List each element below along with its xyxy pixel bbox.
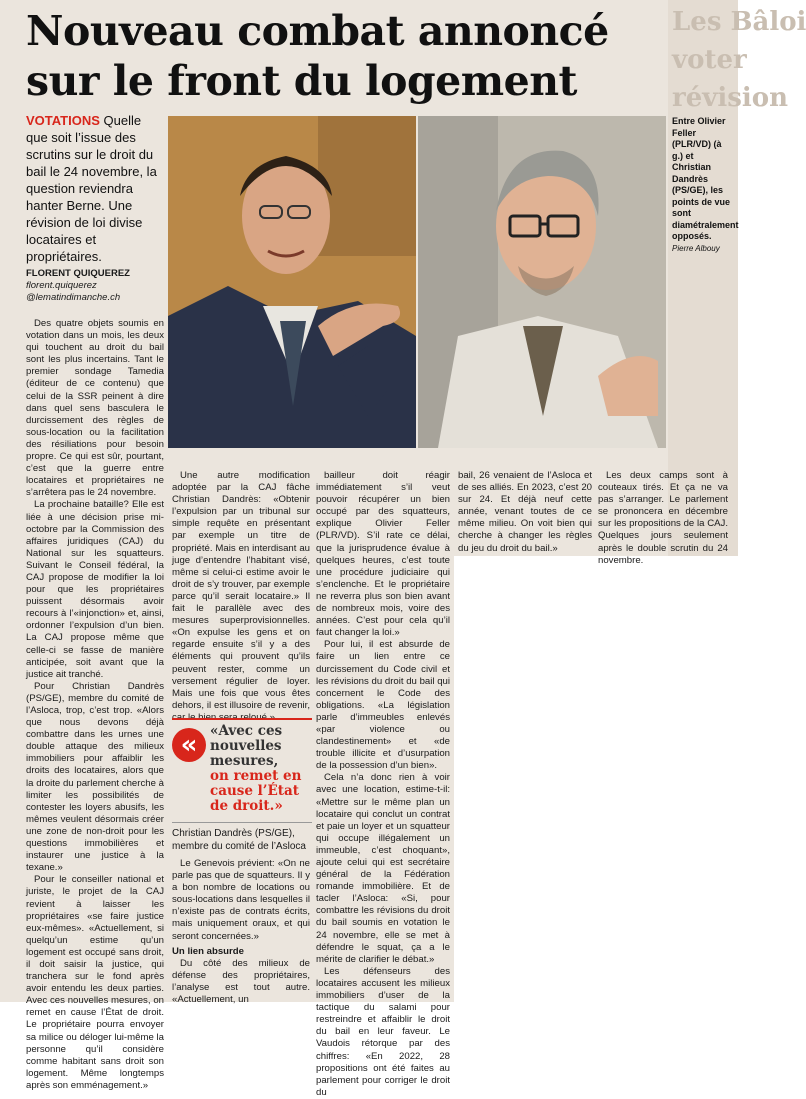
headline-line-2: sur le front du logement [26, 57, 577, 105]
author-email: florent.quiquerez [26, 280, 97, 291]
paragraph: bail, 26 venaient de l’Asloca et de ses alliés. En 2023, c’est 20 sur 24. Et déjà neuf cette année, venant toutes de ce même milieu. On voit bien qui cherche à changer les règles du jeu du droit du bail.» [458, 470, 592, 554]
quote-mark-icon: « [172, 728, 206, 762]
paragraph: Pour Christian Dandrès (PS/GE), membre du comité de l’Asloca, trop, c’est trop. «Alors que nous devons déjà combattre dans les urnes une double attaque des milieux immobiliers pour affaiblir les droits des locataires, alors que la droite du parlement cherche à limiter les possibilités de contester les loyers abusifs, les mêmes veulent désormais créer une zone de non-droit pour les questions immobilières et instaurer une justice à la texane.» [26, 680, 164, 874]
photo-credit: Pierre Albouy [672, 243, 720, 253]
adjacent-headline-line: voter [672, 45, 747, 75]
subheading: Un lien absurde [172, 945, 244, 957]
paragraph: Du côté des milieux de défense des propriétaires, l’analyse est tout autre. «Actuellement, un [172, 957, 310, 1006]
headline-line-1: Nouveau combat annoncé [26, 7, 609, 55]
lead-paragraph [26, 112, 164, 265]
paragraph: Une autre modification adoptée par la CAJ fâche Christian Dandrès: «Obtenir l’expulsion par un tribunal sur simple requête en présentant par exemple un titre de propriété. Mais en interdisant au juge d’entendre l’habitant visé, même si celui-ci estime avoir le droit de s’y trouver, par exemple parce qu’il serait locataire.» Il fait le parallèle avec des mesures superprovisionnelles. «On expulse les gens et on regarde ensuite s’il y a des éléments qui prouvent qu’ils peuvent rester, comme un versement régulier de loyer. Mais une fois que vous êtes dehors, il est illusoire de revenir, car le bien sera reloué.» [172, 470, 310, 723]
paragraph: Pour le conseiller national et juriste, le projet de la CAJ revient à laisser les propriétaires «se faire justice eux-mêmes». «Actuellement, si quelqu’un estime qu’un logement est occupé sans droit, il doit saisir la justice, qui tranchera sur le fond après avoir entendu les deux parties. Avec ces nouvelles mesures, on remet en cause l’État de droit. Le propriétaire pourra envoyer sa milice ou déloger lui-même la personne qu’il considère comme habitant sans droit son logement. Même longtemps après son emménagement.» [26, 874, 164, 1091]
paragraph: bailleur doit réagir immédiatement s’il veut pouvoir récupérer un bien occupé par des squatteurs, explique Olivier Feller (PLR/VD). S’il rate ce délai, que la jurisprudence évalue à quelques heures, c’est toute une procédure judiciaire qui s’enclenche. Et le propriétaire ne reverra plus son bien avant de nombreux mois, voire des années. C’est pour cela qu’il faut changer la loi.» [316, 470, 450, 639]
article-column-2 [172, 470, 310, 724]
caption-text: Entre Olivier Feller (PLR/VD) (à g.) et Christian Dandrès (PS/GE), les points de vue sont diamétralement opposés. [672, 116, 739, 241]
photo-olivier-feller [168, 116, 416, 448]
paragraph: Le Genevois prévient: «On ne parle pas que de squatteurs. Il y a bon nombre de locations ou sous-locations dans lesquelles il n’existe pas de contrats écrits, mais uniquement oraux, et qui seront concernées.» [172, 858, 310, 942]
article-column-2-continued [172, 858, 310, 1006]
paragraph: Les défenseurs des locataires accusent les milieux immobiliers d’user de la tactique du salami pour restreindre et affaiblir le droit du bail en leur faveur. Le Vaudois rétorque par des chiffres: «En 2022, 28 propositions ont été faites au parlement pour corriger le droit du [316, 965, 450, 1098]
article-column-5 [598, 470, 728, 567]
byline [26, 268, 166, 304]
paragraph: Des quatre objets soumis en votation dans un mois, les deux qui touchent au droit du bail sont les plus incertains. Tant le premier sondage Tamedia (éditeur de ce contenu) que celui de la SSR peinent à dire dans quel sens basculera le durcissement des règles de sous-location ou la facilitation des résiliations pour besoin propre. Ce qui est sûr, pourtant, c’est que la guerre entre locataires et propriétaires ne s’arrêtera pas le 24 novembre. [26, 318, 164, 499]
paragraph: Les deux camps sont à couteaux tirés. Et ça ne va pas s’arranger. Le parlement se prononcera en décembre sur les propositions de la CAJ. Quelques jours seulement après le double scrutin du 24 novembre. [598, 470, 728, 566]
pull-quote-attribution: Christian Dandrès (PS/GE), membre du comité de l’Asloca [172, 822, 312, 853]
paragraph: La prochaine bataille? Elle est liée à une décision prise mi-octobre par la Commission des affaires juridiques (CAJ) du National sur les squatteurs. Suivant le Conseil fédéral, la CAJ propose de modifier la loi pour que les propriétaires puissent désormais avoir recours à l’«injonction» et, ainsi, ordonner l’expulsion d’un bien. La CAJ propose même que celle-ci se fasse de manière anticipée, soit avant que la justice ait tranché. [26, 499, 164, 680]
photo-caption [672, 116, 739, 254]
article-column-3 [316, 470, 450, 1099]
blank-area [454, 556, 738, 1002]
pull-quote-text [210, 724, 312, 814]
photo-illustration [418, 116, 666, 448]
author-email-domain: @lematindimanche.ch [26, 292, 121, 303]
adjacent-headline-line: Les Bâloi [672, 7, 806, 37]
lead-text: Quelle que soit l’issue des scrutins sur le droit du bail le 24 novembre, la question reviendra hanter Berne. Une révision de loi divise locataires et propriétaires. [26, 113, 157, 264]
pull-quote-line-2: on remet en cause l’État de droit.» [210, 768, 302, 814]
photo-christian-dandres [418, 116, 666, 448]
paragraph: Cela n’a donc rien à voir avec une location, estime-t-il: «Mettre sur le même plan un locataire qui conclut un contrat et paie un loyer et un squatteur qui occupe illégalement un immeuble, c’est choquant», ajoute celui qui est secrétaire général de la Fédération romande immobilière. Et de tacler l’Asloca: «Si, pour combattre les révisions du droit du bail soumis en votation le 24 novembre, elle se met à défendre le squat, ça a le mérite de clarifier le débat.» [316, 772, 450, 965]
article-column-4 [458, 470, 592, 555]
paragraph: Pour lui, il est absurde de faire un lien entre ce durcissement du Code civil et les révisions du droit du bail qui concernent le Code des obligations. «La législation parle d’immeubles enlevés «par violence ou clandestinement» et «de trouble illicite et d’usurpation de la possession d’un bien». [316, 639, 450, 772]
adjacent-headline-line: révision [672, 83, 788, 113]
section-kicker: VOTATIONS [26, 113, 100, 128]
author-name: FLORENT QUIQUEREZ [26, 268, 130, 279]
photo-illustration [168, 116, 416, 448]
headline [26, 6, 666, 106]
pull-quote-line-1: «Avec ces nouvelles mesures, [210, 723, 283, 769]
pull-quote [172, 718, 312, 853]
article-column-1 [26, 318, 164, 1092]
